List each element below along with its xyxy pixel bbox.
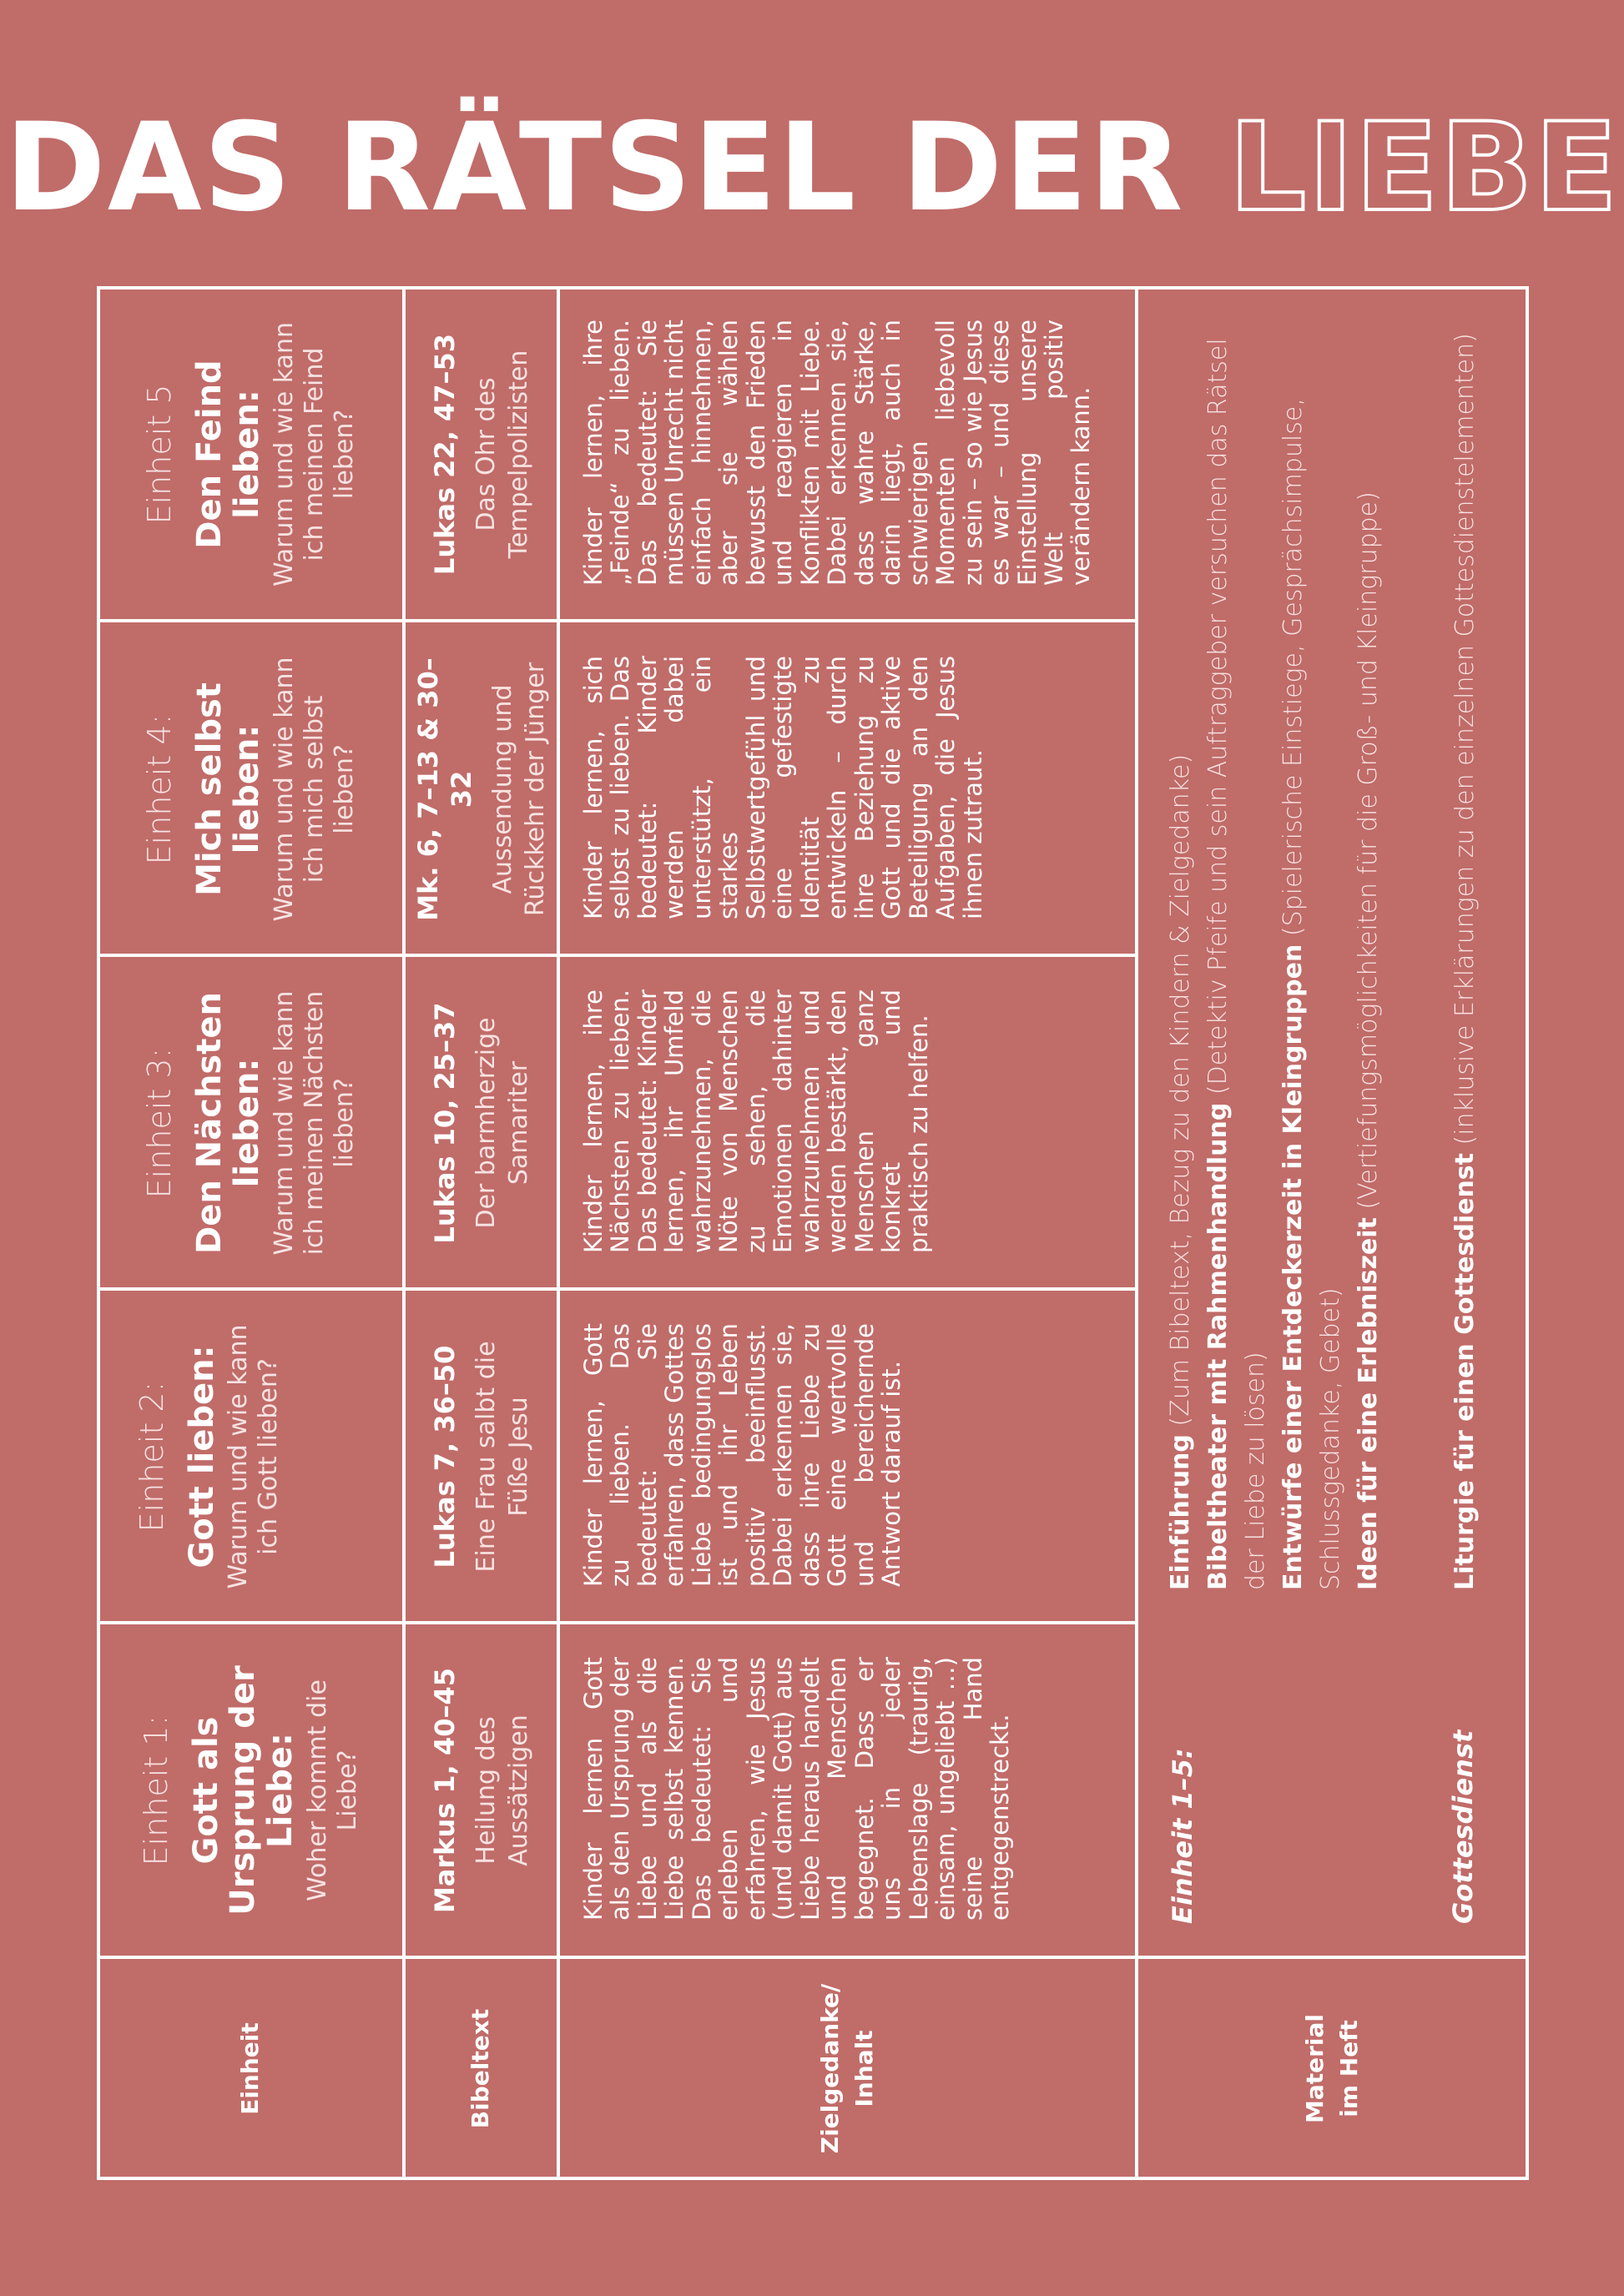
unit-5-cell — [97, 286, 404, 622]
unit-5-goal-cell — [558, 286, 1137, 622]
unit-5-label: Einheit 5 — [141, 384, 179, 525]
page-title — [0, 97, 1624, 239]
material-item-theater-note: (Detektiv Pfeife und sein Auftraggeber versuchen das Rätsel der Liebe zu lösen) — [1203, 338, 1270, 1590]
unit-4-question: Warum und wie kann ich mich selbst lieben? — [269, 657, 359, 922]
unit-3-bible-cell — [404, 956, 558, 1290]
unit-2-question: Warum und wie kann ich Gott lieben? — [224, 1324, 284, 1589]
material-item-experience-note: (Vertiefungsmöglichkeiten für die Groß- und Kleingruppe) — [1354, 491, 1383, 1210]
unit-1-goal-cell — [558, 1624, 1137, 1957]
rotated-table-content — [97, 286, 1529, 2180]
unit-5-goal: Kinder lernen, ihre „Feinde“ zu lieben. Das bedeutet: Sie müssen Unrecht nicht einfach hinnehmen, aber sie wählen bewusst den Frieden und reagieren in Konflikten mit Liebe. Dabei erkennen sie, dass wahre Stärke, darin liegt, auch in schwierigen Momenten liebevoll zu sein – so wie Jesus es war – und diese Einstellung unsere Welt positiv verändern kann. — [579, 320, 1096, 586]
material-service-label: Gottesdienst — [1447, 1730, 1479, 1924]
material-labels — [1162, 1590, 1504, 1924]
material-item-service-title: Liturgie für einen Gottesdienst — [1450, 1152, 1480, 1590]
material-item-intro-title: Einführung — [1166, 1434, 1195, 1590]
material-items — [1162, 320, 1504, 1590]
unit-1-question: Woher kommt die Liebe? — [302, 1679, 362, 1901]
material-item-service — [1446, 320, 1504, 1590]
unit-3-cell — [97, 956, 404, 1290]
header-bible-label: Bibeltext — [467, 2008, 495, 2129]
unit-5-ref-sub: Das Ohr des Tempelpolizisten — [471, 350, 533, 559]
material-item-theater — [1199, 320, 1274, 1590]
material-item-service-note: (inklusive Erklärungen zu den einzelnen Gottesdienstelementen) — [1450, 333, 1480, 1145]
material-item-experience-title: Ideen für eine Erlebniszeit — [1354, 1217, 1383, 1590]
unit-2-bible-cell — [404, 1290, 558, 1624]
title-accent: LIEBE — [1228, 97, 1620, 239]
material-list — [1162, 320, 1387, 1590]
material-units-label: Einheit 1–5: — [1167, 1748, 1198, 1924]
header-unit — [97, 1957, 404, 2180]
unit-3-title: Den Nächsten lieben: — [190, 992, 266, 1254]
unit-4-label: Einheit 4: — [141, 713, 179, 865]
unit-3-ref-sub: Der barmherzige Samariter — [471, 1017, 533, 1229]
unit-4-ref: Mk. 6, 7–13 & 30–32 — [411, 657, 477, 921]
header-material — [1137, 1957, 1529, 2180]
header-bible — [404, 1957, 558, 2180]
material-cell — [1137, 286, 1529, 1957]
material-item-theater-title: Bibeltheater mit Rahmenhandlung — [1203, 1102, 1233, 1590]
unit-4-title: Mich selbst lieben: — [190, 682, 266, 896]
unit-2-cell — [97, 1290, 404, 1624]
unit-4-ref-sub: Aussendung und Rückkehr der Jünger — [487, 662, 550, 917]
header-goal — [558, 1957, 1137, 2180]
unit-4-goal: Kinder lernen, sich selbst zu lieben. Das bedeutet: Kinder werden dabei unterstützt, ein starkes Selbstwertgefühl und eine gefestigte Identität zu entwickeln – durch ihre Beziehung zu Gott und die aktive Beteiligung an den Aufgaben, die Jesus ihnen zutraut. — [579, 656, 987, 919]
unit-3-label: Einheit 3: — [141, 1047, 179, 1199]
unit-1-goal: Kinder lernen Gott als den Ursprung der Liebe und als die Liebe selbst kennen. Das bedeutet: Sie erleben und erfahren, wie Jesus (und damit Gott) aus Liebe heraus handelt und Menschen begegnet. Dass er uns in jeder Lebenslage (traurig, einsam, ungeliebt …) seine Hand entgegenstreckt. — [579, 1657, 1015, 1921]
material-item-smallgroups-title: Entwürfe einer Entdeckerzeit in Kleingruppen — [1279, 944, 1308, 1590]
unit-1-title: Gott als Ursprung der Liebe: — [186, 1665, 300, 1916]
unit-1-label: Einheit 1: — [138, 1714, 174, 1866]
material-item-smallgroups — [1274, 320, 1349, 1590]
unit-1-bible-cell — [404, 1624, 558, 1957]
unit-3-question: Warum und wie kann ich meinen Nächsten lieben? — [269, 990, 359, 1256]
unit-4-goal-cell — [558, 622, 1137, 956]
unit-1-ref-sub: Heilung des Aussätzigen — [471, 1714, 533, 1866]
material-item-intro — [1162, 320, 1199, 1590]
header-goal-label: Zielgedanke/ Inhalt — [815, 1983, 878, 2154]
unit-5-question: Warum und wie kann ich meinen Feind lieben? — [269, 322, 359, 587]
unit-5-ref: Lukas 22, 47–53 — [428, 333, 461, 576]
unit-3-ref: Lukas 10, 25–37 — [428, 1002, 461, 1244]
header-material-label: Material im Heft — [1301, 2013, 1363, 2124]
unit-4-bible-cell — [404, 622, 558, 956]
unit-3-goal: Kinder lernen, ihre Nächsten zu lieben. Das bedeutet: Kinder lernen, ihr Umfeld wahrzunehmen, die Nöte von Menschen zu sehen, die Emotionen dahinter wahrzunehmen und werden bestärkt, den Menschen ganz konkret und praktisch zu helfen. — [579, 989, 933, 1253]
unit-5-bible-cell — [404, 286, 558, 622]
unit-2-goal: Kinder lernen, Gott zu lieben. Das bedeutet: Sie erfahren, dass Gottes Liebe bedingungslos ist und ihr Leben positiv beeinflusst. Dabei erkennen sie, dass ihre Liebe zu Gott eine wertvolle und bereichernde Antwort darauf ist. — [579, 1323, 906, 1587]
unit-2-title: Gott lieben: — [182, 1345, 221, 1568]
unit-3-goal-cell — [558, 956, 1137, 1290]
unit-2-label: Einheit 2: — [134, 1381, 170, 1533]
unit-1-ref: Markus 1, 40–45 — [428, 1667, 461, 1914]
material-item-smallgroups-note: (Spielerische Einstiege, Gesprächsimpulse, Schlussgedanke, Gebet) — [1279, 398, 1345, 1590]
header-unit-label: Einheit — [235, 2022, 264, 2115]
material-item-experience — [1349, 320, 1387, 1590]
unit-4-cell — [97, 622, 404, 956]
unit-2-goal-cell — [558, 1290, 1137, 1624]
unit-2-ref: Lukas 7, 36–50 — [428, 1345, 461, 1568]
material-item-intro-note: (Zum Bibeltext, Bezug zu den Kindern & Zielgedanke) — [1166, 753, 1195, 1427]
unit-2-ref-sub: Eine Frau salbt die Füße Jesu — [471, 1341, 533, 1573]
unit-5-title: Den Feind lieben: — [190, 360, 266, 549]
overview-table — [97, 286, 1529, 2180]
unit-1-cell — [97, 1624, 404, 1957]
title-main: DAS RÄTSEL DER — [4, 97, 1185, 239]
